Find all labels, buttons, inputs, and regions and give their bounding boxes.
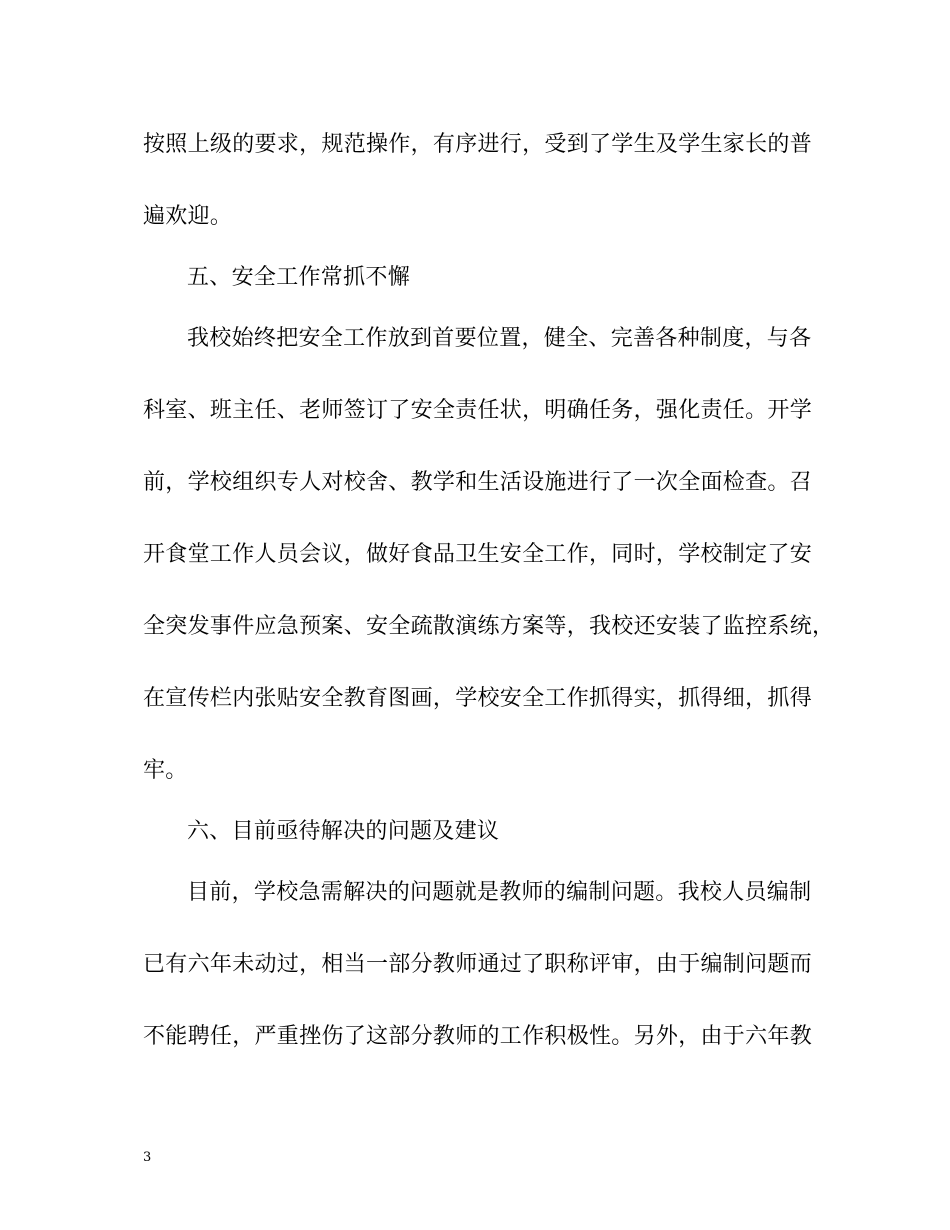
section-heading: 五、安全工作常抓不懈 — [187, 265, 411, 290]
paragraph-line: 牢。 — [143, 758, 188, 783]
paragraph-line: 在宣传栏内张贴安全教育图画，学校安全工作抓得实，抓得细，抓得 — [143, 686, 813, 711]
paragraph-line: 遍欢迎。 — [143, 204, 233, 229]
paragraph-line: 目前，学校急需解决的问题就是教师的编制问题。我校人员编制 — [187, 880, 812, 905]
paragraph-line: 科室、班主任、老师签订了安全责任状，明确任务，强化责任。开学 — [143, 398, 813, 423]
paragraph-line: 不能聘任，严重挫伤了这部分教师的工作积极性。另外，由于六年教 — [143, 1024, 813, 1049]
paragraph-line: 开食堂工作人员会议，做好食品卫生安全工作，同时，学校制定了安 — [143, 542, 813, 567]
section-heading: 六、目前亟待解决的问题及建议 — [187, 819, 500, 844]
paragraph-line: 已有六年未动过，相当一部分教师通过了职称评审，由于编制问题而 — [143, 952, 813, 977]
paragraph-line: 按照上级的要求，规范操作，有序进行，受到了学生及学生家长的普 — [143, 132, 813, 157]
paragraph-line: 全突发事件应急预案、安全疏散演练方案等，我校还安装了监控系统， — [143, 614, 835, 639]
paragraph-line: 我校始终把安全工作放到首要位置，健全、完善各种制度，与各 — [187, 326, 812, 351]
paragraph-line: 前，学校组织专人对校舍、教学和生活设施进行了一次全面检查。召 — [143, 470, 813, 495]
page-number: 3 — [143, 1150, 152, 1165]
